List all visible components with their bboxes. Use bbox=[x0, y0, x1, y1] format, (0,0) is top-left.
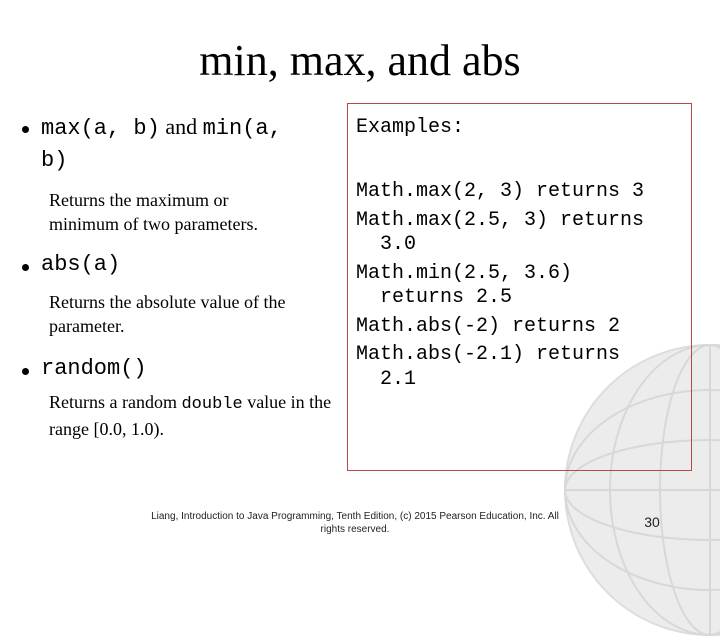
bullet-description: Returns the maximum or minimum of two parameters. bbox=[49, 190, 258, 234]
bullet-heading bbox=[41, 112, 282, 176]
bullet-dot-icon bbox=[22, 126, 29, 133]
bullet-abs bbox=[22, 250, 342, 338]
and-text: and bbox=[165, 114, 198, 139]
code-min-cont: b) bbox=[41, 148, 68, 173]
bullet-max-min bbox=[22, 112, 342, 236]
examples-code-lines bbox=[356, 178, 644, 394]
example-line: Math.abs(-2) returns 2 bbox=[356, 314, 621, 338]
random-desc-code: double bbox=[181, 395, 243, 414]
footer-line-1: Liang, Introduction to Java Programming, Tenth Edition, (c) 2015 Pearson Education, Inc. All bbox=[151, 511, 559, 522]
bullet-random bbox=[22, 354, 342, 441]
example-line: returns 2.5 bbox=[356, 286, 513, 309]
bullet-dot-icon bbox=[22, 264, 29, 271]
examples-title: Examples: bbox=[356, 116, 465, 139]
footer-citation bbox=[140, 510, 570, 536]
page-number: 30 bbox=[644, 514, 660, 530]
footer-line-2: rights reserved. bbox=[320, 524, 390, 535]
example-line: Math.min(2.5, 3.6) bbox=[356, 261, 573, 285]
bullet-list bbox=[22, 112, 342, 441]
bullet-description bbox=[49, 390, 339, 441]
example-line: Math.max(2.5, 3) returns bbox=[356, 208, 645, 232]
example-line: Math.max(2, 3) returns 3 bbox=[356, 180, 645, 203]
example-line: 2.1 bbox=[356, 367, 417, 391]
code-min: min(a, bbox=[202, 116, 282, 141]
examples-box bbox=[347, 103, 692, 471]
slide-title: min, max, and abs bbox=[199, 36, 521, 85]
random-desc-post: value in the range [0.0, 1.0). bbox=[49, 392, 332, 439]
bullet-description: Returns the absolute value of the parameter. bbox=[49, 292, 286, 336]
code-random: random() bbox=[41, 356, 147, 381]
example-line: Math.abs(-2.1) returns bbox=[356, 343, 621, 366]
random-desc-pre: Returns a random bbox=[49, 392, 177, 412]
code-abs: abs(a) bbox=[41, 252, 121, 277]
code-max: max(a, b) bbox=[41, 116, 160, 141]
example-line: 3.0 bbox=[356, 233, 417, 256]
bullet-dot-icon bbox=[22, 368, 29, 375]
